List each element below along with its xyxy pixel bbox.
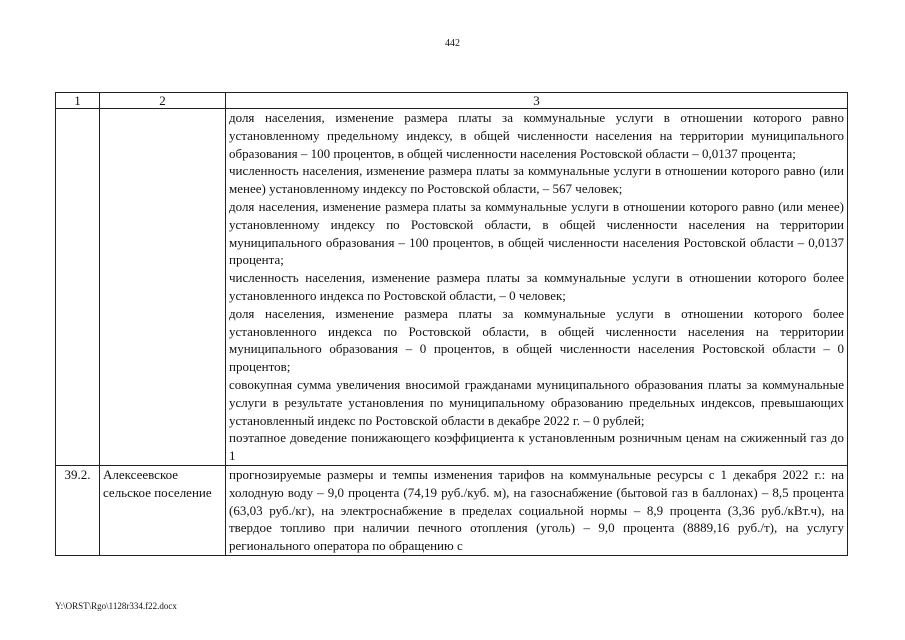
paragraph: доля населения, изменение размера платы за коммунальные услуги в отношении которого равно (или менее) установленному индексу по Ростовской области, в общей численности населения на территории муниципального образования – 100 процентов, в общей численности населения Ростовской области – 0,0137 процента; [229, 198, 844, 268]
paragraph: численность населения, изменение размера платы за коммунальные услуги в отношении которого равно (или менее) установленному индексу по Ростовской области, – 567 человек; [229, 163, 844, 197]
description-cell [226, 109, 848, 466]
file-path-footer: Y:\ORST\Rgo\1128r334.f22.docx [55, 601, 177, 611]
row-number-cell [56, 109, 100, 466]
column-header-2: 2 [100, 93, 226, 109]
table-row [56, 109, 848, 466]
table-row [56, 465, 848, 555]
document-table [55, 92, 848, 556]
paragraph: поэтапное доведение понижающего коэффициента к установленным розничным ценам на сжиженный газ до 1 [229, 430, 844, 464]
description-cell [226, 465, 848, 555]
table-header-row [56, 93, 848, 109]
paragraph: доля населения, изменение размера платы за коммунальные услуги в отношении которого равно установленному предельному индексу, в общей численности населения на территории муниципального образования – 100 процентов, в общей численности населения Ростовской области – 0,0137 процента; [229, 110, 844, 161]
paragraph: доля населения, изменение размера платы за коммунальные услуги в отношении которого более установленного индекса по Ростовской области, в общей численности населения на территории муниципального образования – 0 процентов, в общей численности населения Ростовской области – 0 процентов; [229, 305, 844, 375]
municipality-name-cell: Алексеевское сельское поселение [100, 465, 226, 555]
row-number-cell: 39.2. [56, 465, 100, 555]
column-header-1: 1 [56, 93, 100, 109]
column-header-3: 3 [226, 93, 848, 109]
municipality-name-cell [100, 109, 226, 466]
paragraph: численность населения, изменение размера платы за коммунальные услуги в отношении которого более установленного индекса по Ростовской области, – 0 человек; [229, 270, 844, 303]
paragraph: совокупная сумма увеличения вносимой гражданами муниципального образования платы за коммунальные услуги в результате установления по муниципальному образованию предельных индексов, превышающих установленный индекс по Ростовской области в декабре 2022 г. – 0 рублей; [229, 376, 844, 428]
paragraph: прогнозируемые размеры и темпы изменения тарифов на коммунальные ресурсы с 1 декабря 2022 г.: на холодную воду – 9,0 процента (74,19 руб./куб. м), на газоснабжение (бытовой газ в баллонах) – 8,5 процента (63,03 руб./кг), на электроснабжение в пределах социальной нормы – 8,9 процента (3,36 руб./кВт.ч), на твердое топливо при наличии печного отопления (уголь) – 9,0 процента (8889,16 руб./т), на услугу регионального оператора по обращению с [229, 466, 844, 554]
page-number: 442 [445, 38, 460, 49]
